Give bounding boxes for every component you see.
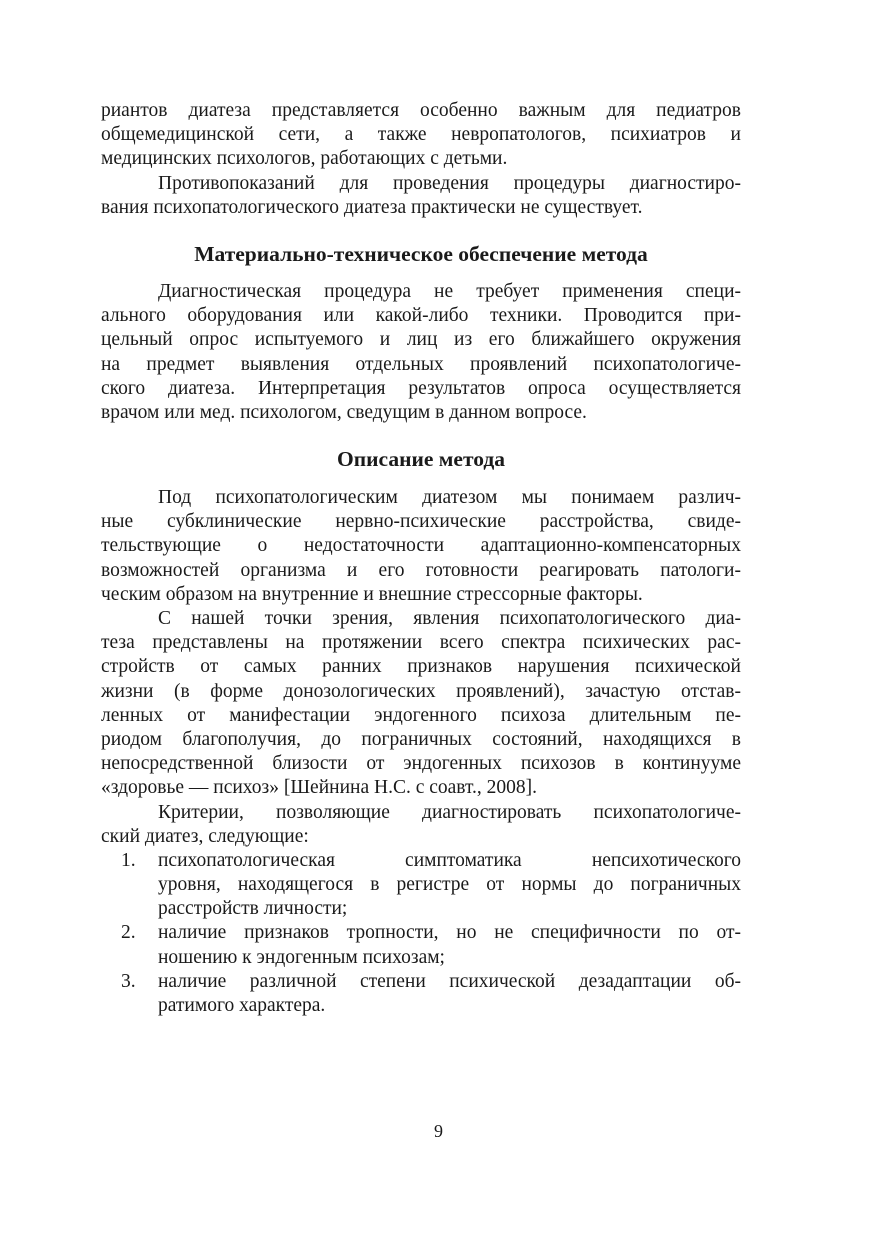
- description-paragraph-2: [101, 607, 741, 801]
- text-line: на предмет выявления отдельных проявлений психопатологиче-: [101, 353, 741, 375]
- text-line: теза представлены на протяжении всего спектра психических рас-: [101, 632, 741, 654]
- list-item-number: 3.: [121, 970, 136, 992]
- list-item: [101, 970, 741, 1018]
- list-item-number: 1.: [121, 849, 136, 871]
- text-line: ношению к эндогенным психозам;: [158, 946, 445, 968]
- text-line: «здоровье — психоз» [Шейнина Н.С. с соавт., 2008].: [101, 777, 538, 799]
- text-line: расстройств личности;: [158, 898, 348, 920]
- materials-paragraph: [101, 280, 741, 425]
- text-line: психопатологическая симптоматика непсихотического: [158, 849, 741, 871]
- text-line: стройств от самых ранних признаков нарушения психической: [101, 656, 741, 678]
- text-line: ленных от манифестации эндогенного психоза длительным пе-: [101, 704, 741, 726]
- text-line: вания психопатологического диатеза практически не существует.: [101, 196, 643, 218]
- text-line: ального оборудования или какой-либо техники. Проводится при-: [101, 305, 741, 327]
- section-heading-method-description: Описание метода: [337, 447, 505, 472]
- section-heading-materials: Материально-техническое обеспечение метода: [194, 241, 648, 266]
- list-item-number: 2.: [121, 922, 136, 944]
- text-line: медицинских психологов, работающих с детьми.: [101, 148, 508, 170]
- text-line: риантов диатеза представляется особенно важным для педиатров: [101, 100, 741, 121]
- text-line: ский диатез, следующие:: [101, 825, 309, 847]
- description-paragraph-1: [101, 486, 741, 607]
- text-line: возможностей организма и его готовности реагировать патологи-: [101, 559, 741, 581]
- text-line: общемедицинской сети, а также невропатологов, психиатров и: [101, 124, 741, 146]
- text-line: Критерии, позволяющие диагностировать психопатологиче-: [158, 801, 741, 823]
- text-line: непосредственной близости от эндогенных психозов в континууме: [101, 753, 741, 775]
- text-line: Под психопатологическим диатезом мы понимаем различ-: [158, 487, 741, 509]
- text-line: ные субклинические нервно-психические расстройства, свиде-: [101, 511, 741, 533]
- text-line: Противопоказаний для проведения процедуры диагностиро-: [158, 172, 741, 194]
- intro-paragraph-2: [101, 172, 741, 220]
- text-line: риодом благополучия, до пограничных состояний, находящихся в: [101, 728, 741, 750]
- list-item: [101, 921, 741, 969]
- text-line: наличие различной степени психической дезадаптации об-: [158, 970, 741, 992]
- text-line: врачом или мед. психологом, сведущим в данном вопросе.: [101, 401, 587, 423]
- description-paragraph-3: [101, 801, 741, 849]
- text-line: ческим образом на внутренние и внешние стрессорные факторы.: [101, 583, 643, 605]
- text-line: жизни (в форме донозологических проявлений), зачастую отстав-: [101, 680, 741, 702]
- criteria-list: [101, 849, 741, 1018]
- page-number: 9: [434, 1121, 443, 1141]
- text-line: цельный опрос испытуемого и лиц из его ближайшего окружения: [101, 329, 741, 351]
- text-line: Диагностическая процедура не требует применения специ-: [158, 280, 741, 302]
- text-line: наличие признаков тропности, но не специфичности по от-: [158, 922, 741, 944]
- text-line: ского диатеза. Интерпретация результатов опроса осуществляется: [101, 377, 741, 399]
- text-line: ратимого характера.: [158, 995, 326, 1016]
- text-line: тельствующие о недостаточности адаптационно-компенсаторных: [101, 535, 741, 557]
- list-item: [101, 849, 741, 922]
- text-line: уровня, находящегося в регистре от нормы до пограничных: [158, 874, 741, 896]
- intro-paragraph-1: [101, 99, 741, 172]
- text-line: С нашей точки зрения, явления психопатологического диа-: [158, 608, 741, 629]
- page-content: [101, 99, 741, 1018]
